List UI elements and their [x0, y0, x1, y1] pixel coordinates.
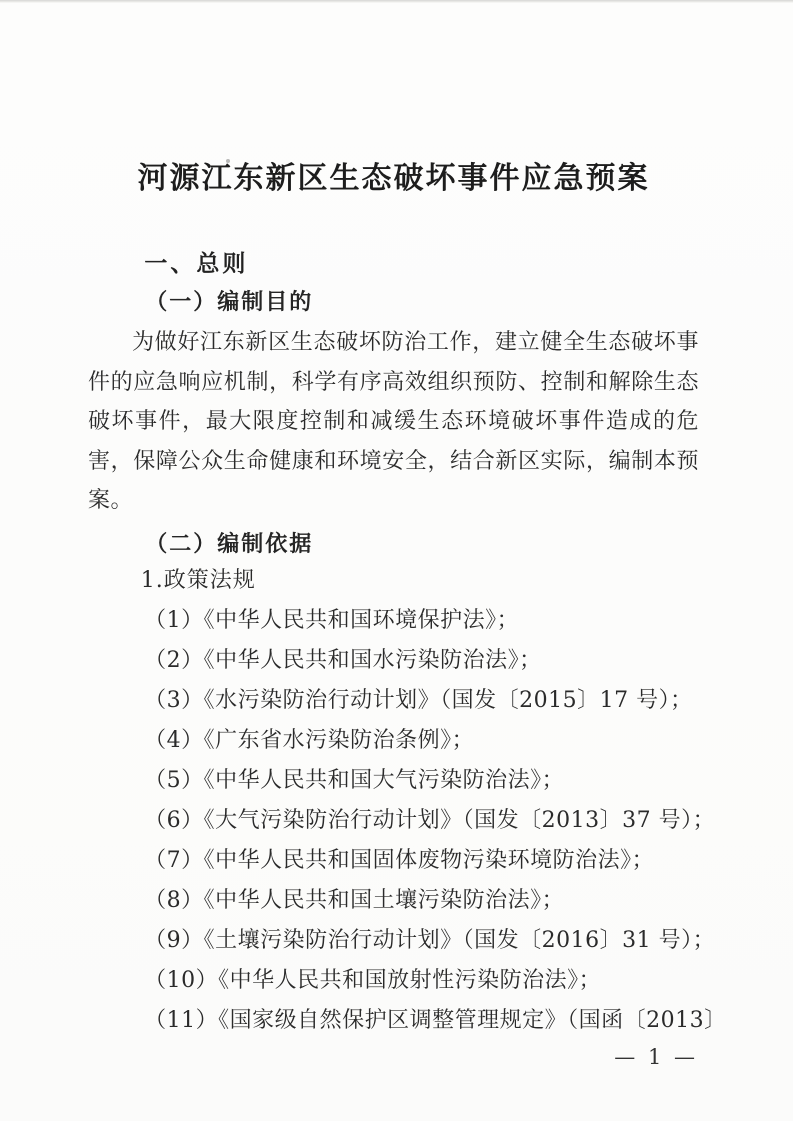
paragraph-purpose: 为做好江东新区生态破坏防治工作，建立健全生态破坏事件的应急响应机制，科学有序高效组织预防、控制和解除生态破坏事件，最大限度控制和减缓生态环境破坏事件造成的危害，保障公众生命健康和环境安全，结合新区实际，编制本预案。 [88, 330, 699, 513]
legal-item-2: （2）《中华人民共和国水污染防治法》； [144, 647, 542, 673]
legal-item-6: （6）《大气污染防治行动计划》（国发〔2013〕37 号）； [144, 807, 716, 833]
legal-item-8: （8）《中华人民共和国土壤污染防治法》； [144, 887, 565, 913]
page-number: — 1 — [614, 1045, 698, 1069]
subsection-heading-purpose: （一）编制目的 [145, 289, 314, 315]
legal-item-11: （11）《国家级自然保护区调整管理规定》（国函〔2013〕 [144, 1007, 727, 1033]
list-heading-policy-regulations: 1.政策法规 [140, 567, 256, 593]
legal-item-10: （10）《中华人民共和国放射性污染防治法》； [144, 967, 602, 993]
legal-item-9: （9）《土壤污染防治行动计划》（国发〔2016〕31 号）； [144, 927, 716, 953]
section-heading-general: 一、总则 [144, 250, 249, 277]
legal-item-7: （7）《中华人民共和国固体废物污染环境防治法》； [144, 847, 655, 873]
legal-item-1: （1）《中华人民共和国环境保护法》； [144, 607, 520, 633]
legal-item-5: （5）《中华人民共和国大气污染防治法》； [144, 767, 565, 793]
document-title: 河源江东新区生态破坏事件应急预案 [137, 161, 650, 196]
legal-item-4: （4）《广东省水污染防治条例》； [144, 727, 475, 753]
subsection-heading-basis: （二）编制依据 [145, 530, 314, 557]
legal-items-list [88, 601, 727, 1041]
legal-item-3: （3）《水污染防治行动计划》（国发〔2015〕17 号）； [144, 687, 693, 713]
